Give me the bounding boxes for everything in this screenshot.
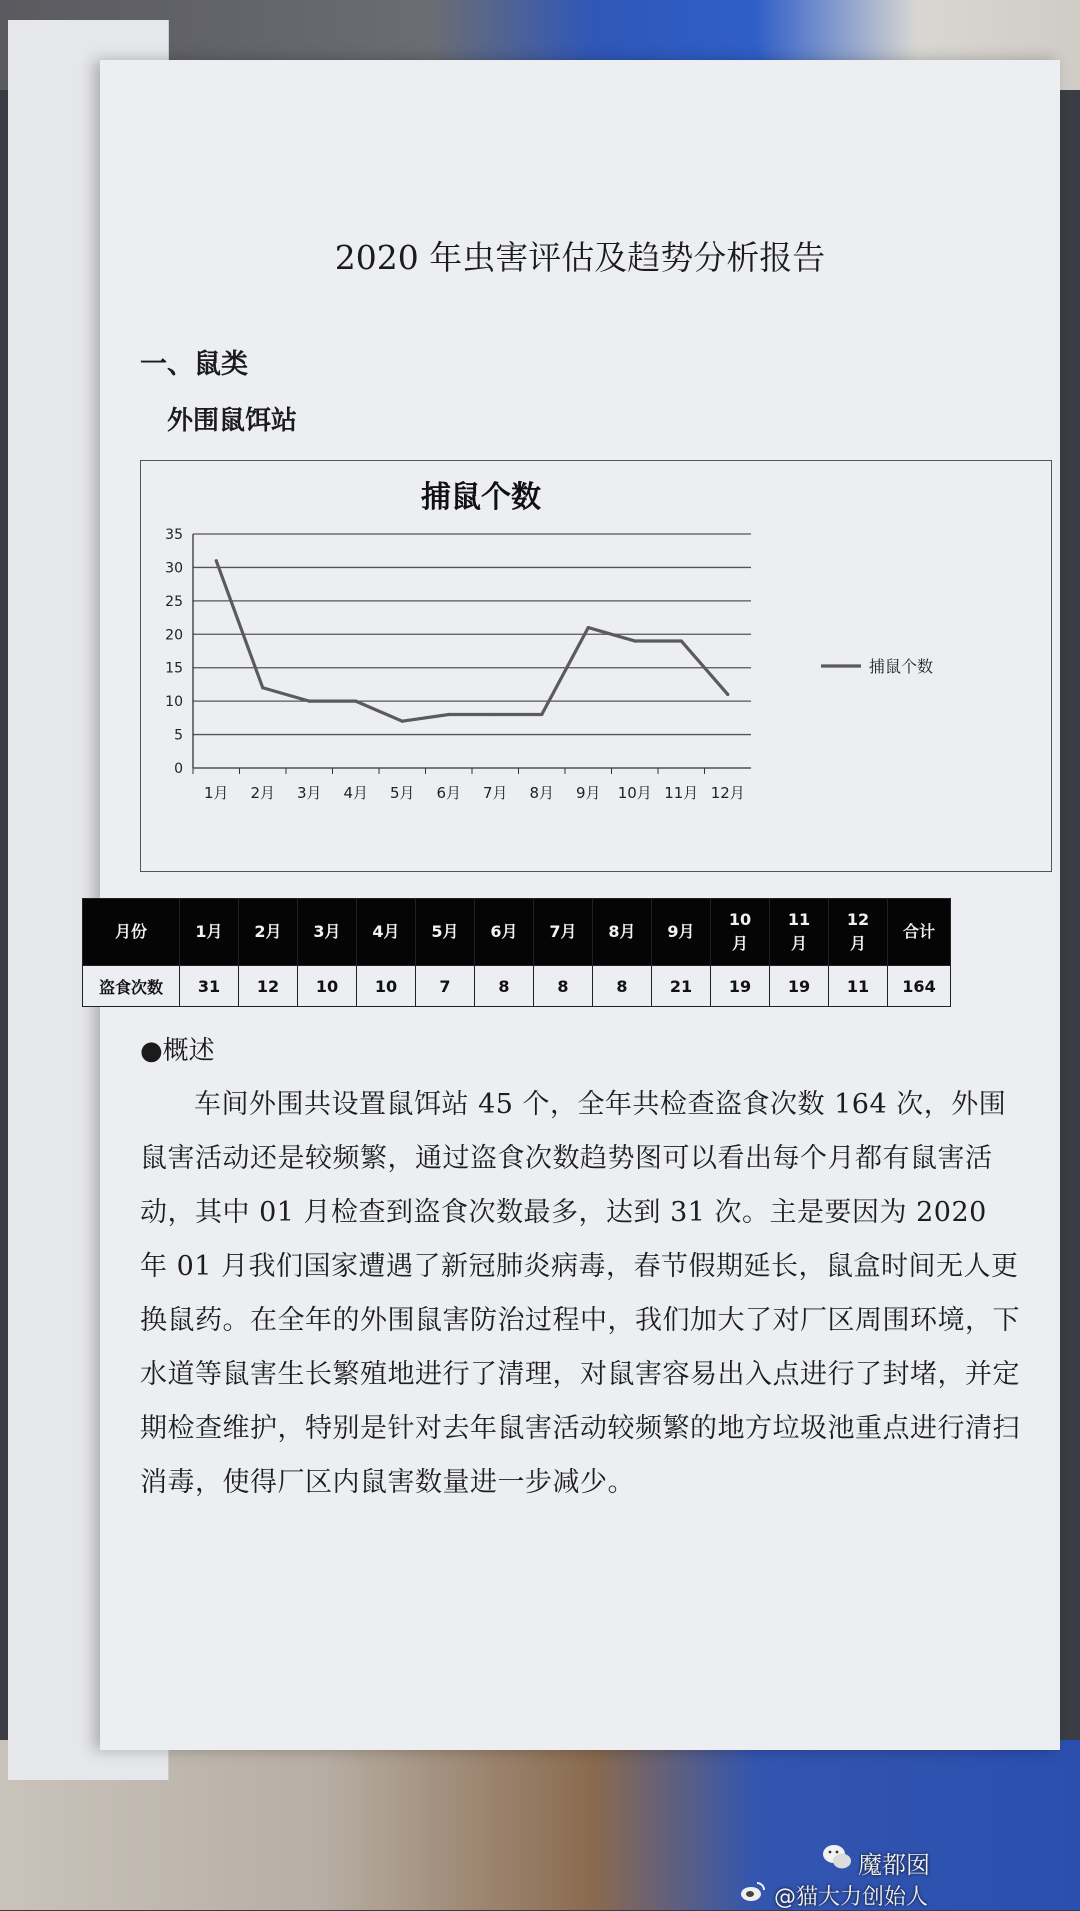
data-point xyxy=(401,720,404,723)
subsection-heading: 外围鼠饵站 xyxy=(167,406,298,436)
table-cell-value: 19 xyxy=(770,966,829,1007)
table-total-value: 164 xyxy=(888,966,951,1007)
weibo-icon xyxy=(740,1880,766,1902)
table-cell-value: 10 xyxy=(298,966,357,1007)
table-month-header: 2月 xyxy=(239,899,298,966)
table-header-row xyxy=(83,899,951,966)
series-line xyxy=(216,561,728,721)
table-cell-value: 10 xyxy=(357,966,416,1007)
monthly-data-table xyxy=(82,898,951,1007)
data-point xyxy=(540,713,543,716)
y-tick-label: 5 xyxy=(174,727,183,744)
data-point xyxy=(587,626,590,629)
table-cell-value: 8 xyxy=(534,966,593,1007)
x-tick-label: 6月 xyxy=(436,784,462,802)
data-point xyxy=(447,713,450,716)
y-tick-label: 15 xyxy=(165,660,183,677)
y-tick-label: 35 xyxy=(165,527,183,543)
x-tick-label: 7月 xyxy=(482,784,508,802)
data-point xyxy=(308,700,311,703)
line-chart xyxy=(140,460,1052,872)
x-tick-label: 10月 xyxy=(617,784,652,802)
data-point xyxy=(680,639,683,642)
page-title: 2020 年虫害评估及趋势分析报告 xyxy=(334,238,826,277)
table-month-header: 5月 xyxy=(416,899,475,966)
data-point xyxy=(354,700,357,703)
x-tick-label: 12月 xyxy=(710,784,745,802)
x-tick-label: 2月 xyxy=(250,784,276,802)
table-month-header: 4月 xyxy=(357,899,416,966)
table-month-header: 7月 xyxy=(534,899,593,966)
table-month-header: 8月 xyxy=(593,899,652,966)
table-cell-value: 21 xyxy=(652,966,711,1007)
data-point xyxy=(494,713,497,716)
table-cell-value: 31 xyxy=(180,966,239,1007)
table-row-label: 盗食次数 xyxy=(83,966,180,1007)
data-point xyxy=(261,686,264,689)
y-tick-label: 25 xyxy=(165,593,183,610)
table-month-header: 11 月 xyxy=(770,899,829,966)
y-tick-label: 30 xyxy=(165,560,183,577)
y-tick-label: 20 xyxy=(165,627,183,644)
y-tick-label: 0 xyxy=(174,761,183,777)
table-month-header: 3月 xyxy=(298,899,357,966)
table-cell-value: 11 xyxy=(829,966,888,1007)
report-page xyxy=(100,60,1060,1750)
table-row xyxy=(83,966,951,1007)
x-tick-label: 11月 xyxy=(664,784,699,802)
legend-label: 捕鼠个数 xyxy=(869,657,934,676)
data-point xyxy=(215,559,218,562)
x-tick-label: 3月 xyxy=(296,784,322,802)
x-tick-label: 8月 xyxy=(529,784,555,802)
x-tick-label: 4月 xyxy=(343,784,369,802)
table-month-header: 6月 xyxy=(475,899,534,966)
table-cell-value: 7 xyxy=(416,966,475,1007)
data-point xyxy=(726,693,729,696)
table-cell-value: 19 xyxy=(711,966,770,1007)
watermark-credit: 魔都囡 xyxy=(858,1851,930,1879)
x-tick-label: 9月 xyxy=(575,784,601,802)
table-month-header: 10 月 xyxy=(711,899,770,966)
overview-paragraph: 车间外围共设置鼠饵站 45 个，全年共检查盗食次数 164 次，外围鼠害活动还是较频繁，通过盗食次数趋势图可以看出每个月都有鼠害活动，其中 01 月检查到盗食次数最多，达到 31 次。主是要因为 2020 年 01 月我们国家遭遇了新冠肺炎病毒，春节假期延长，鼠盒时间无人更换鼠药。在全年的外围鼠害防治过程中，我们加大了对厂区周围环境，下水道等鼠害生长繁殖地进行了清理，对鼠害容易出入点进行了封堵，并定期检查维护，特别是针对去年鼠害活动较频繁的地方垃圾池重点进行清扫消毒，使得厂区内鼠害数量进一步减少。 xyxy=(140,1089,1020,1498)
table-month-header: 9月 xyxy=(652,899,711,966)
section-heading: 一、鼠类 xyxy=(140,349,248,380)
table-cell-value: 8 xyxy=(475,966,534,1007)
table-month-header: 1月 xyxy=(180,899,239,966)
overview-heading: ●概述 xyxy=(140,1036,215,1066)
x-tick-label: 1月 xyxy=(203,784,229,802)
wechat-icon xyxy=(822,1843,852,1871)
chart-title: 捕鼠个数 xyxy=(421,480,541,515)
table-total-header: 合计 xyxy=(888,899,951,966)
table-cell-value: 12 xyxy=(239,966,298,1007)
x-tick-label: 5月 xyxy=(389,784,415,802)
table-cell-value: 8 xyxy=(593,966,652,1007)
chart-canvas xyxy=(141,461,1051,871)
watermark-handle: @猫大力创始人 xyxy=(774,1885,929,1910)
table-header-label: 月份 xyxy=(83,899,180,966)
table-month-header: 12 月 xyxy=(829,899,888,966)
y-tick-label: 10 xyxy=(165,694,183,711)
data-point xyxy=(633,639,636,642)
